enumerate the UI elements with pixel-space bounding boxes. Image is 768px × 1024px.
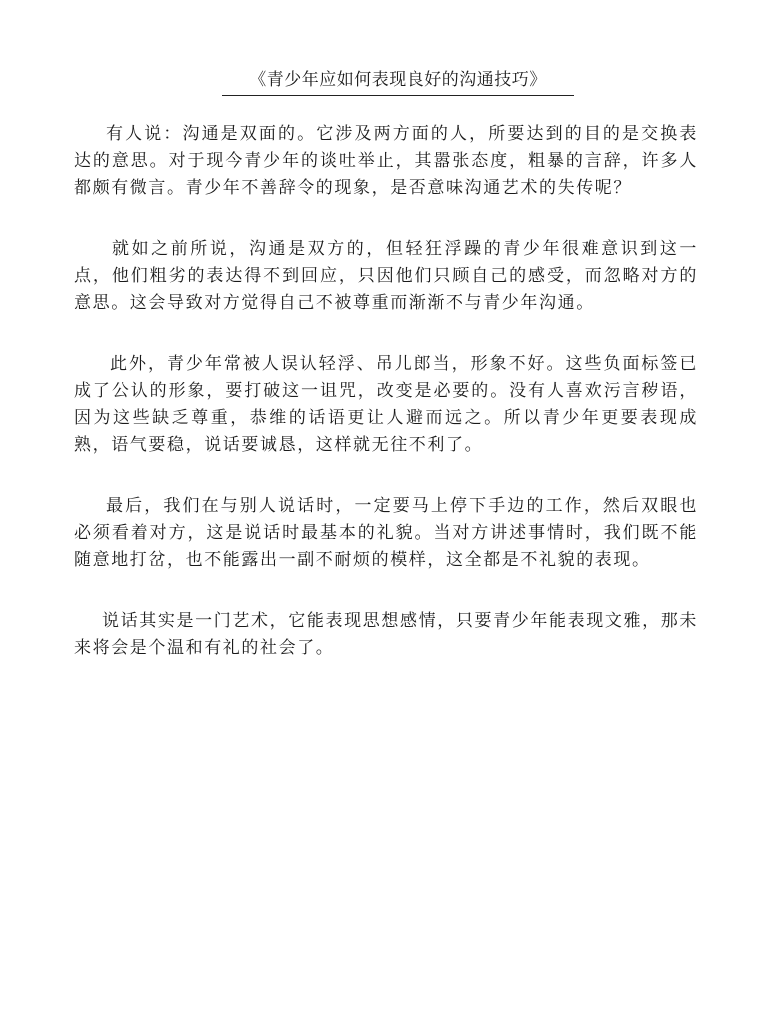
essay-body: [74, 121, 698, 696]
paragraph-2: 就如之前所说，沟通是双方的，但轻狂浮躁的青少年很难意识到这一点，他们粗劣的表达得不到回应，只因他们只顾自己的感受，而忽略对方的意思。这会导致对方觉得自己不被尊重而渐渐不与青少年沟通。: [74, 239, 698, 313]
paragraph-3: 此外，青少年常被人误认轻浮、吊儿郎当，形象不好。这些负面标签已成了公认的形象，要打破这一诅咒，改变是必要的。没有人喜欢污言秽语，因为这些缺乏尊重，恭维的话语更让人避而远之。所以青少年更要表现成熟，语气要稳，说话要诚恳，这样就无往不利了。: [74, 354, 698, 455]
essay-title: 《青少年应如何表现良好的沟通技巧》: [222, 67, 574, 96]
paragraph-4: 最后，我们在与别人说话时，一定要马上停下手边的工作，然后双眼也必须看着对方，这是说话时最基本的礼貌。当对方讲述事情时，我们既不能随意地打岔，也不能露出一副不耐烦的模样，这全都是不礼貌的表现。: [74, 496, 698, 570]
paragraph-5: 说话其实是一门艺术，它能表现思想感情，只要青少年能表现文雅，那未来将会是个温和有礼的社会了。: [74, 611, 698, 658]
paragraph-1: 有人说：沟通是双面的。它涉及两方面的人，所要达到的目的是交换表达的意思。对于现今青少年的谈吐举止，其嚣张态度，粗暴的言辞，许多人都颇有微言。青少年不善辞令的现象，是否意味沟通艺术的失传呢？: [74, 124, 698, 198]
